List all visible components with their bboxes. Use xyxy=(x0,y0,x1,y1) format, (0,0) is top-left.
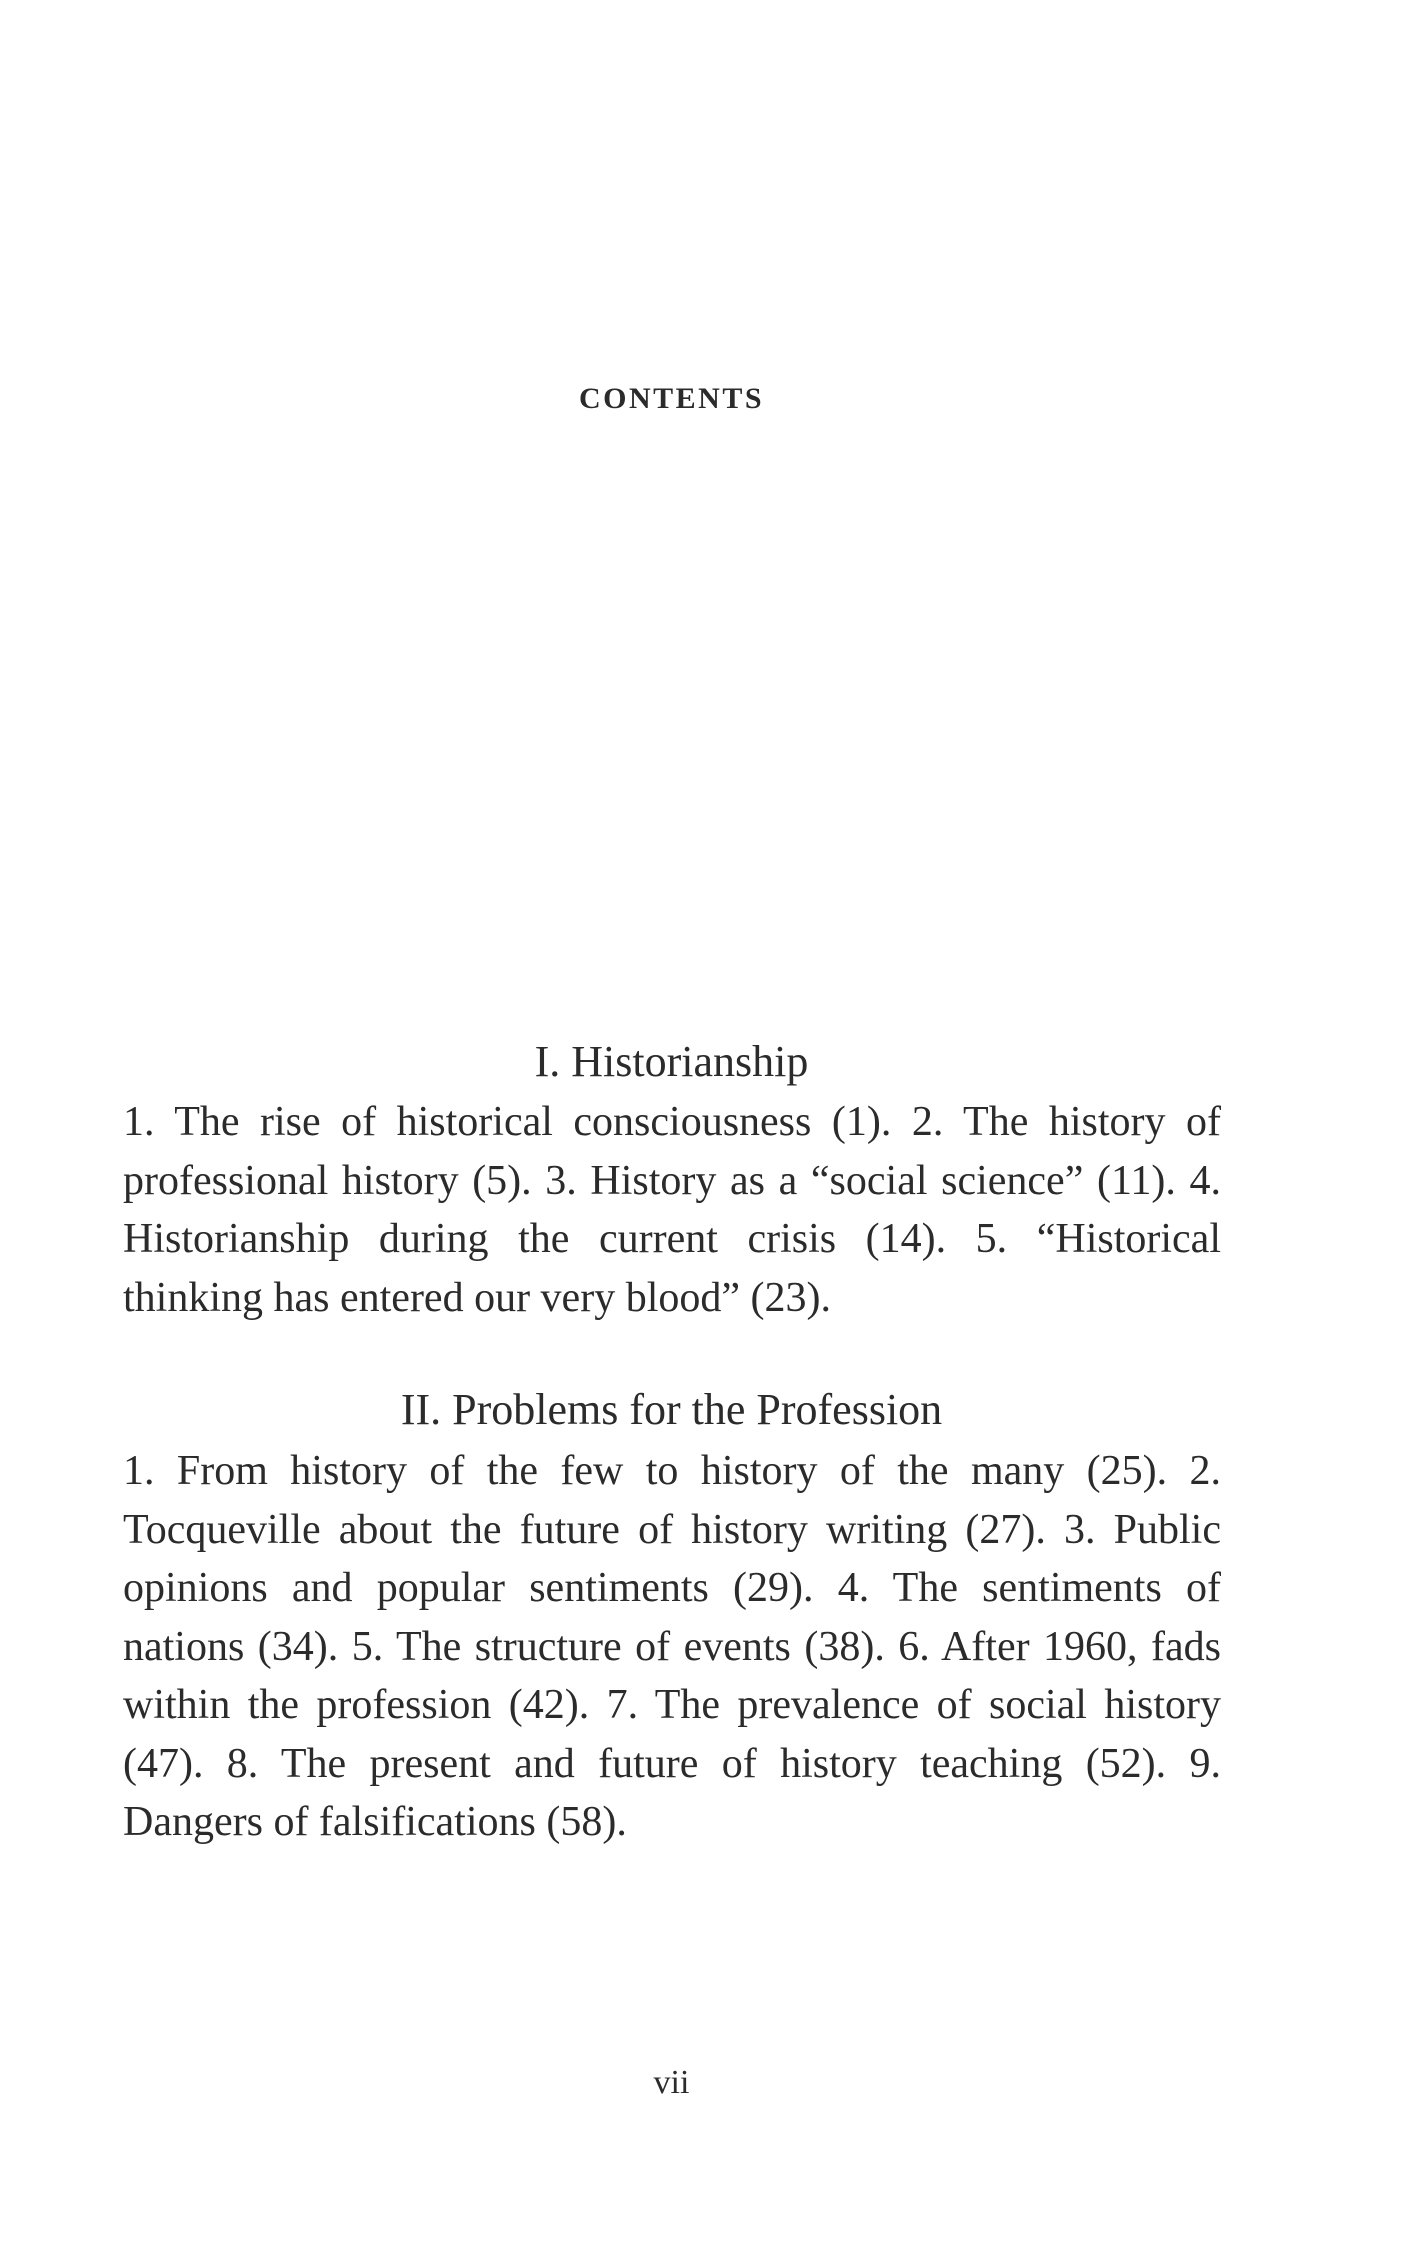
section-title-historianship: I. Historianship xyxy=(534,1037,809,1086)
page-number: vii xyxy=(653,2064,690,2101)
contents-heading: CONTENTS xyxy=(578,382,765,415)
section-summary-problems-for-the-profession: 1. From history of the few to history of the many (25). 2. Tocqueville about the future of history writing (27). 3. Public opinions and popular sentiments (29). 4. The sentiments of nations (34). 5. The structure of events (38). 6. After 1960, fads within the profession (42). 7. The prevalence of social history (47). 8. The present and future of history teaching (52). 9. Dangers of falsifications (58). xyxy=(123,1448,1221,1845)
section-title-problems-for-the-profession: II. Problems for the Profession xyxy=(400,1385,943,1434)
section-summary-historianship: 1. The rise of historical consciousness (1). 2. The history of professional history (5). 3. History as a “social science” (11). 4. Historianship during the current crisis (14). 5. “Historical thinking has entered our very blood” (23). xyxy=(123,1099,1221,1321)
